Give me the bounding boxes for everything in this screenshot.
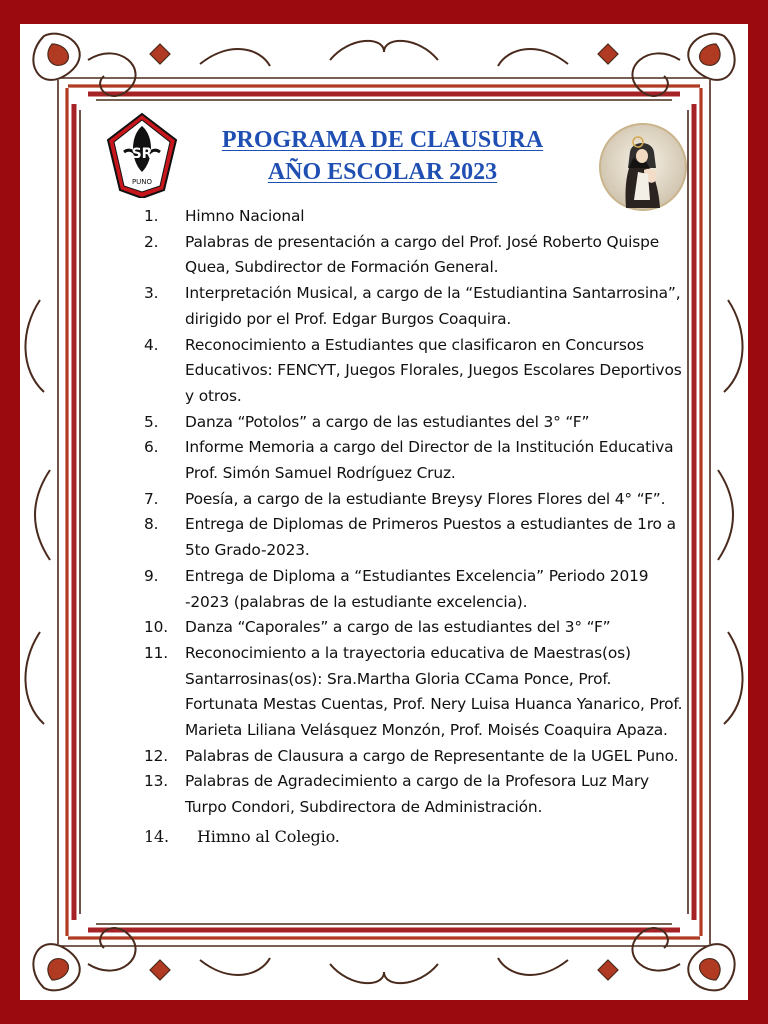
list-item <box>144 512 684 563</box>
list-item <box>144 615 684 641</box>
saint-image <box>598 122 688 212</box>
item-text: Reconocimiento a Estudiantes que clasificaron en Concursos Educativos: FENCYT, Juegos Florales, Juegos Escolares Deportivos y otros. <box>185 335 682 405</box>
item-number: 10. <box>144 618 169 637</box>
list-item <box>144 333 684 410</box>
item-number: 5. <box>144 412 159 431</box>
item-text: Poesía, a cargo de la estudiante Breysy Flores Flores del 4° “F”. <box>185 489 666 508</box>
list-item <box>144 281 684 332</box>
list-item <box>144 410 684 436</box>
item-number: 7. <box>144 489 159 508</box>
item-number: 4. <box>144 335 159 354</box>
list-item <box>144 564 684 615</box>
list-item <box>144 204 684 230</box>
item-text: Interpretación Musical, a cargo de la “Estudiantina Santarrosina”, dirigido por el Prof. Edgar Burgos Coaquira. <box>185 284 681 328</box>
item-text: Himno al Colegio. <box>197 826 340 846</box>
item-number: 6. <box>144 438 159 457</box>
title-line-1: PROGRAMA DE CLAUSURA <box>221 127 544 153</box>
page-title <box>160 124 605 188</box>
item-text: Entrega de Diplomas de Primeros Puestos a estudiantes de 1ro a 5to Grado-2023. <box>185 515 676 560</box>
item-text: Danza “Potolos” a cargo de las estudiantes del 3° “F” <box>185 412 590 431</box>
item-number: 3. <box>144 284 159 303</box>
item-number: 13. <box>144 772 169 791</box>
list-item <box>144 824 684 850</box>
logo-initials: SR <box>131 146 153 162</box>
item-number: 9. <box>144 566 159 585</box>
item-text: Himno Nacional <box>185 207 305 225</box>
item-text: Informe Memoria a cargo del Director de la Institución Educativa Prof. Simón Samuel Rodríguez Cruz. <box>185 438 674 483</box>
item-text: Palabras de Clausura a cargo de Representante de la UGEL Puno. <box>185 746 679 765</box>
item-number: 12. <box>144 746 169 765</box>
logo-caption: PUNO <box>131 178 153 186</box>
item-text: Entrega de Diploma a “Estudiantes Excelencia” Periodo 2019 -2023 (palabras de la estudiante excelencia). <box>185 566 649 611</box>
list-item <box>144 487 684 513</box>
item-number: 14. <box>144 826 169 846</box>
list-item <box>144 641 684 744</box>
program-list <box>144 204 684 850</box>
item-number: 1. <box>144 207 159 225</box>
item-text: Reconocimiento a la trayectoria educativa de Maestras(os) Santarrosinas(os): Sra.Martha Gloria CCama Ponce, Prof. Fortunata Mestas Cuentas, Prof. Nery Luisa Huanca Yanarico, Prof. Marieta Liliana Velásquez Monzón, Prof. Moisés Coaquira Apaza. <box>185 643 683 740</box>
list-item <box>144 744 684 770</box>
item-number: 11. <box>144 643 169 662</box>
item-text: Palabras de presentación a cargo del Prof. José Roberto Quispe Quea, Subdirector de Formación General. <box>185 232 660 277</box>
list-item <box>144 769 684 820</box>
item-text: Danza “Caporales” a cargo de las estudiantes del 3° “F” <box>185 618 611 637</box>
item-text: Palabras de Agradecimiento a cargo de la Profesora Luz Mary Turpo Condori, Subdirectora de Administración. <box>185 772 649 817</box>
list-item <box>144 435 684 486</box>
list-item <box>144 230 684 281</box>
title-line-2: AÑO ESCOLAR 2023 <box>267 159 498 185</box>
item-number: 8. <box>144 515 159 534</box>
item-number: 2. <box>144 232 159 251</box>
